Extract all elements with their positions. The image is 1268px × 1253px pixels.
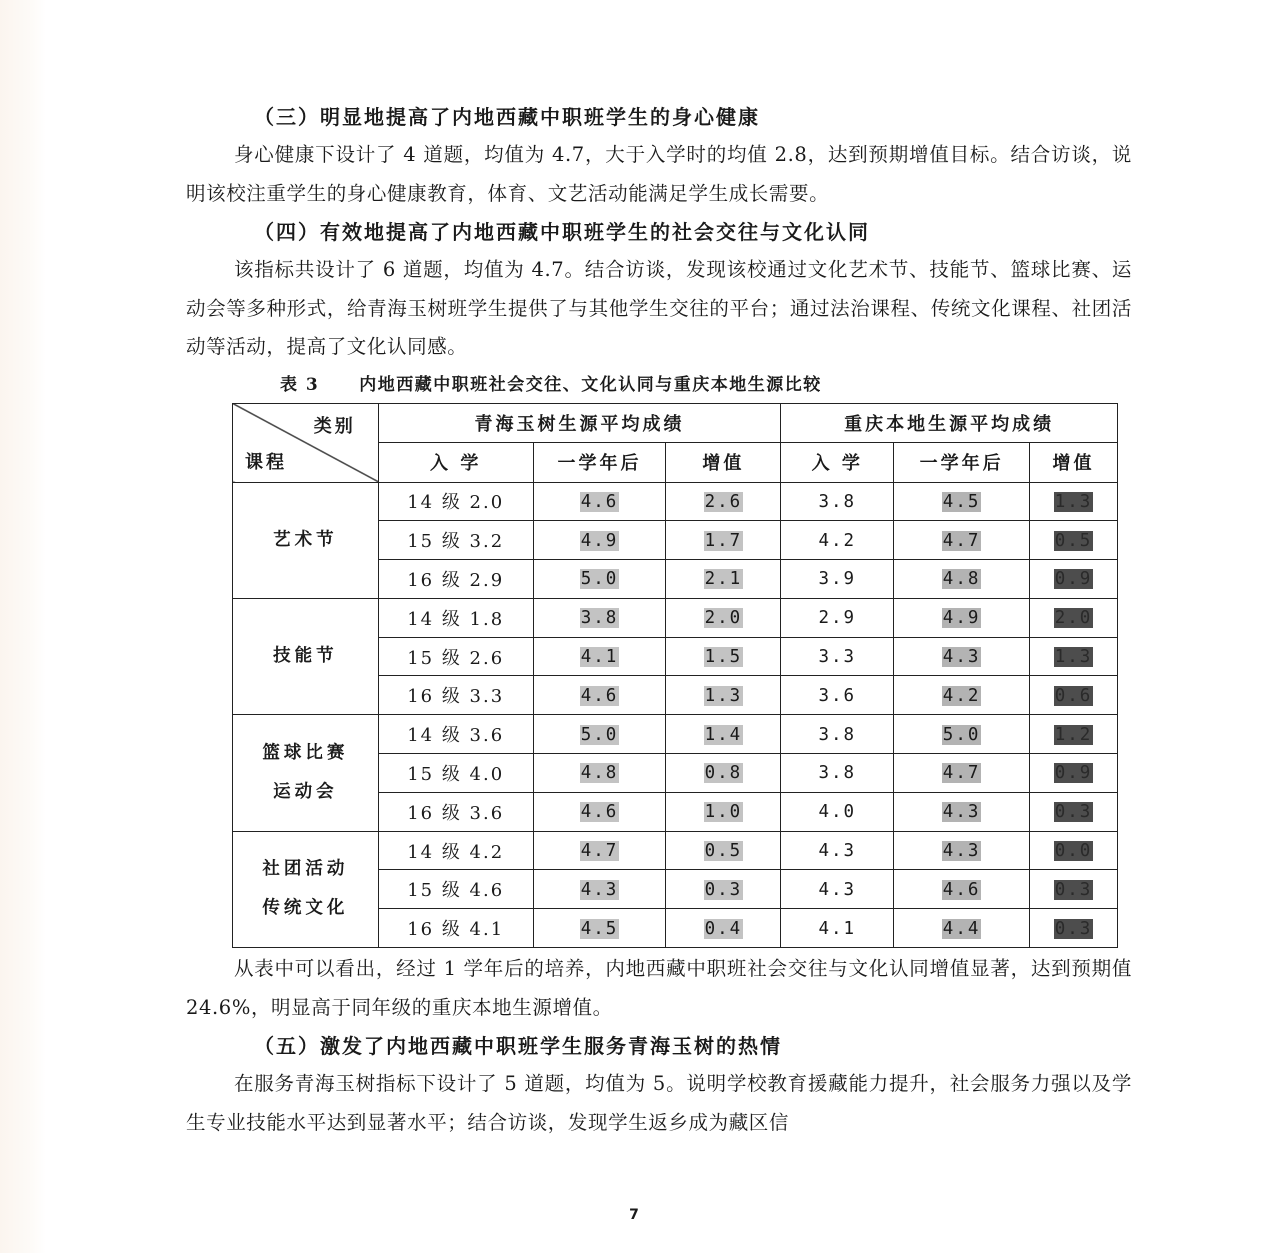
- table-cell: [781, 870, 894, 909]
- sub-header-after-year-2: 一学年后: [894, 443, 1030, 483]
- table-cell: [666, 754, 781, 793]
- section-3-heading: （三）明显地提高了内地西藏中职班学生的身心健康: [254, 105, 760, 129]
- table-caption: [280, 367, 1132, 403]
- table-cell: [1030, 676, 1118, 715]
- enroll-score: 15 级 4.0: [407, 763, 505, 785]
- after-year-score: 4.3: [580, 879, 619, 900]
- category-label: 艺术节: [273, 529, 338, 550]
- table-cell: [1030, 482, 1118, 521]
- local-after-year-score: 4.3: [942, 647, 981, 668]
- table-cell: [781, 637, 894, 676]
- local-enroll-score: 4.3: [818, 841, 857, 862]
- enroll-score: 15 级 4.6: [407, 880, 505, 902]
- local-gain-score: 0.9: [1054, 569, 1093, 590]
- after-year-score: 4.5: [580, 918, 619, 939]
- local-enroll-score: 3.6: [818, 685, 857, 706]
- table-cell: [894, 831, 1030, 870]
- gain-score: 1.3: [704, 685, 743, 706]
- local-enroll-score: 3.8: [818, 763, 857, 784]
- sub-header-gain-2: 增值: [1030, 443, 1118, 483]
- enroll-score: 16 级 3.3: [407, 686, 505, 708]
- local-enroll-score: 4.1: [818, 918, 857, 939]
- enroll-score: 14 级 1.8: [407, 608, 505, 630]
- table-cell: [894, 482, 1030, 521]
- table-cell: [533, 637, 666, 676]
- after-year-score: 4.6: [580, 491, 619, 512]
- table-cell: [533, 909, 666, 948]
- enroll-score: 15 级 2.6: [407, 647, 505, 669]
- local-after-year-score: 4.3: [942, 841, 981, 862]
- table-cell: [378, 521, 533, 560]
- table-cell: [1030, 792, 1118, 831]
- table-cell: [666, 792, 781, 831]
- group-header-chongqing: 重庆本地生源平均成绩: [781, 403, 1118, 443]
- enroll-score: 14 级 3.6: [407, 725, 505, 747]
- table-cell: [533, 521, 666, 560]
- local-enroll-score: 3.3: [818, 647, 857, 668]
- table-cell: [666, 676, 781, 715]
- table-cell: [666, 482, 781, 521]
- table-cell: [1030, 754, 1118, 793]
- local-after-year-score: 5.0: [942, 724, 981, 745]
- category-label: 社团活动: [262, 859, 349, 880]
- table-cell: [378, 754, 533, 793]
- sub-header-enroll-1: 入 学: [378, 443, 533, 483]
- table-cell: [533, 598, 666, 637]
- gain-score: 2.0: [704, 608, 743, 629]
- table-cell: [1030, 715, 1118, 754]
- table-cell: [378, 560, 533, 599]
- table-cell: [378, 909, 533, 948]
- page-edge: [0, 0, 46, 1253]
- local-after-year-score: 4.7: [942, 763, 981, 784]
- local-enroll-score: 4.2: [818, 530, 857, 551]
- table-cell: [781, 715, 894, 754]
- category-cell: [233, 482, 379, 598]
- table-cell: [378, 598, 533, 637]
- table-cell: [533, 715, 666, 754]
- local-after-year-score: 4.5: [942, 491, 981, 512]
- after-year-score: 4.9: [580, 530, 619, 551]
- table-cell: [533, 831, 666, 870]
- table-row: [233, 831, 1118, 870]
- corner-label-category: 类别: [313, 415, 356, 437]
- table-cell: [666, 560, 781, 599]
- local-gain-score: 2.0: [1054, 608, 1093, 629]
- table-cell: [894, 676, 1030, 715]
- table-cell: [1030, 637, 1118, 676]
- table-cell: [1030, 598, 1118, 637]
- enroll-score: 16 级 4.1: [407, 919, 505, 941]
- local-gain-score: 0.9: [1054, 763, 1093, 784]
- category-label-line2: 运动会: [273, 781, 338, 802]
- local-enroll-score: 4.3: [818, 879, 857, 900]
- local-after-year-score: 4.6: [942, 879, 981, 900]
- table-cell: [781, 831, 894, 870]
- table-cell: [781, 676, 894, 715]
- table-caption-number: 表 3: [280, 374, 320, 395]
- table-corner-cell: [233, 403, 379, 482]
- table-cell: [781, 792, 894, 831]
- local-gain-score: 0.0: [1054, 841, 1093, 862]
- table-cell: [781, 521, 894, 560]
- gain-score: 0.8: [704, 763, 743, 784]
- table-cell: [894, 754, 1030, 793]
- table-cell: [1030, 909, 1118, 948]
- comparison-table: [232, 403, 1118, 949]
- corner-label-course: 课程: [245, 451, 287, 473]
- table-cell: [533, 560, 666, 599]
- local-enroll-score: 4.0: [818, 802, 857, 823]
- table-cell: [781, 560, 894, 599]
- local-gain-score: 0.3: [1054, 802, 1093, 823]
- group-header-qinghai: 青海玉树生源平均成绩: [378, 403, 781, 443]
- gain-score: 0.4: [704, 918, 743, 939]
- section-3-paragraph: 身心健康下设计了 4 道题，均值为 4.7，大于入学时的均值 2.8，达到预期增值目标。结合访谈，说明该校注重学生的身心健康教育，体育、文艺活动能满足学生成长需要。: [186, 143, 1132, 205]
- sub-header-gain-1: 增值: [666, 443, 781, 483]
- table-cell: [378, 637, 533, 676]
- page-number: 7: [629, 1207, 639, 1223]
- table-cell: [666, 909, 781, 948]
- sub-header-after-year-1: 一学年后: [533, 443, 666, 483]
- category-cell: [233, 831, 379, 947]
- table-cell: [533, 676, 666, 715]
- local-after-year-score: 4.9: [942, 608, 981, 629]
- table-cell: [378, 792, 533, 831]
- after-year-score: 4.6: [580, 685, 619, 706]
- table-cell: [666, 521, 781, 560]
- table-cell: [894, 870, 1030, 909]
- local-gain-score: 1.3: [1054, 491, 1093, 512]
- table-cell: [781, 909, 894, 948]
- table-cell: [666, 715, 781, 754]
- document-body: [186, 98, 1132, 1142]
- gain-score: 2.6: [704, 491, 743, 512]
- table-row: [233, 715, 1118, 754]
- table-cell: [894, 909, 1030, 948]
- table-cell: [1030, 831, 1118, 870]
- table-cell: [378, 831, 533, 870]
- category-cell: [233, 598, 379, 714]
- table-cell: [894, 521, 1030, 560]
- local-gain-score: 1.3: [1054, 647, 1093, 668]
- gain-score: 1.0: [704, 802, 743, 823]
- local-gain-score: 0.6: [1054, 685, 1093, 706]
- table-body: [233, 482, 1118, 948]
- table-cell: [533, 754, 666, 793]
- table-cell: [378, 676, 533, 715]
- table-caption-text: 内地西藏中职班社会交往、文化认同与重庆本地生源比较: [359, 374, 822, 395]
- table-cell: [378, 870, 533, 909]
- category-label: 篮球比赛: [262, 742, 349, 763]
- table-cell: [894, 792, 1030, 831]
- local-after-year-score: 4.7: [942, 530, 981, 551]
- table-cell: [781, 754, 894, 793]
- after-year-score: 5.0: [580, 724, 619, 745]
- table-summary-paragraph: 从表中可以看出，经过 1 学年后的培养，内地西藏中职班社会交往与文化认同增值显著，达到预期值 24.6%，明显高于同年级的重庆本地生源增值。: [186, 957, 1132, 1019]
- gain-score: 0.5: [704, 841, 743, 862]
- local-gain-score: 0.5: [1054, 530, 1093, 551]
- local-gain-score: 0.3: [1054, 918, 1093, 939]
- section-5-paragraph: 在服务青海玉树指标下设计了 5 道题，均值为 5。说明学校教育援藏能力提升，社会服务力强以及学生专业技能水平达到显著水平；结合访谈，发现学生返乡成为藏区信: [186, 1072, 1132, 1134]
- gain-score: 2.1: [704, 569, 743, 590]
- local-enroll-score: 3.8: [818, 491, 857, 512]
- table-cell: [378, 715, 533, 754]
- after-year-score: 4.7: [580, 841, 619, 862]
- after-year-score: 5.0: [580, 569, 619, 590]
- local-after-year-score: 4.3: [942, 802, 981, 823]
- local-gain-score: 1.2: [1054, 724, 1093, 745]
- table-cell: [894, 560, 1030, 599]
- table-cell: [533, 482, 666, 521]
- table-row: [233, 482, 1118, 521]
- after-year-score: 4.1: [580, 647, 619, 668]
- gain-score: 1.4: [704, 724, 743, 745]
- category-cell: [233, 715, 379, 831]
- table-row: [233, 598, 1118, 637]
- gain-score: 1.5: [704, 647, 743, 668]
- enroll-score: 16 级 3.6: [407, 802, 505, 824]
- local-after-year-score: 4.4: [942, 918, 981, 939]
- category-label: 技能节: [273, 646, 338, 667]
- table-cell: [894, 715, 1030, 754]
- table-cell: [533, 792, 666, 831]
- after-year-score: 4.6: [580, 802, 619, 823]
- enroll-score: 14 级 4.2: [407, 841, 505, 863]
- table-cell: [781, 482, 894, 521]
- enroll-score: 15 级 3.2: [407, 531, 505, 553]
- section-5-heading: （五）激发了内地西藏中职班学生服务青海玉树的热情: [254, 1034, 782, 1059]
- table-cell: [666, 637, 781, 676]
- local-after-year-score: 4.8: [942, 569, 981, 590]
- local-enroll-score: 3.8: [818, 724, 857, 745]
- section-4-heading: （四）有效地提高了内地西藏中职班学生的社会交往与文化认同: [254, 220, 870, 244]
- table-cell: [1030, 521, 1118, 560]
- local-enroll-score: 2.9: [818, 608, 857, 629]
- table-cell: [894, 637, 1030, 676]
- local-after-year-score: 4.2: [942, 685, 981, 706]
- table-cell: [1030, 560, 1118, 599]
- section-4-paragraph: 该指标共设计了 6 道题，均值为 4.7。结合访谈，发现该校通过文化艺术节、技能节、篮球比赛、运动会等多种形式，给青海玉树班学生提供了与其他学生交往的平台；通过法治课程、传统文化课程、社团活动等活动，提高了文化认同感。: [186, 258, 1132, 358]
- table-cell: [666, 870, 781, 909]
- local-gain-score: 0.3: [1054, 879, 1093, 900]
- table-cell: [781, 598, 894, 637]
- table-cell: [378, 482, 533, 521]
- gain-score: 0.3: [704, 879, 743, 900]
- after-year-score: 3.8: [580, 608, 619, 629]
- table-cell: [666, 598, 781, 637]
- sub-header-enroll-2: 入 学: [781, 443, 894, 483]
- table-cell: [533, 870, 666, 909]
- category-label-line2: 传统文化: [262, 898, 349, 919]
- gain-score: 1.7: [704, 530, 743, 551]
- enroll-score: 14 级 2.0: [407, 492, 505, 514]
- table-cell: [894, 598, 1030, 637]
- table-cell: [1030, 870, 1118, 909]
- after-year-score: 4.8: [580, 763, 619, 784]
- enroll-score: 16 级 2.9: [407, 569, 505, 591]
- local-enroll-score: 3.9: [818, 569, 857, 590]
- table-cell: [666, 831, 781, 870]
